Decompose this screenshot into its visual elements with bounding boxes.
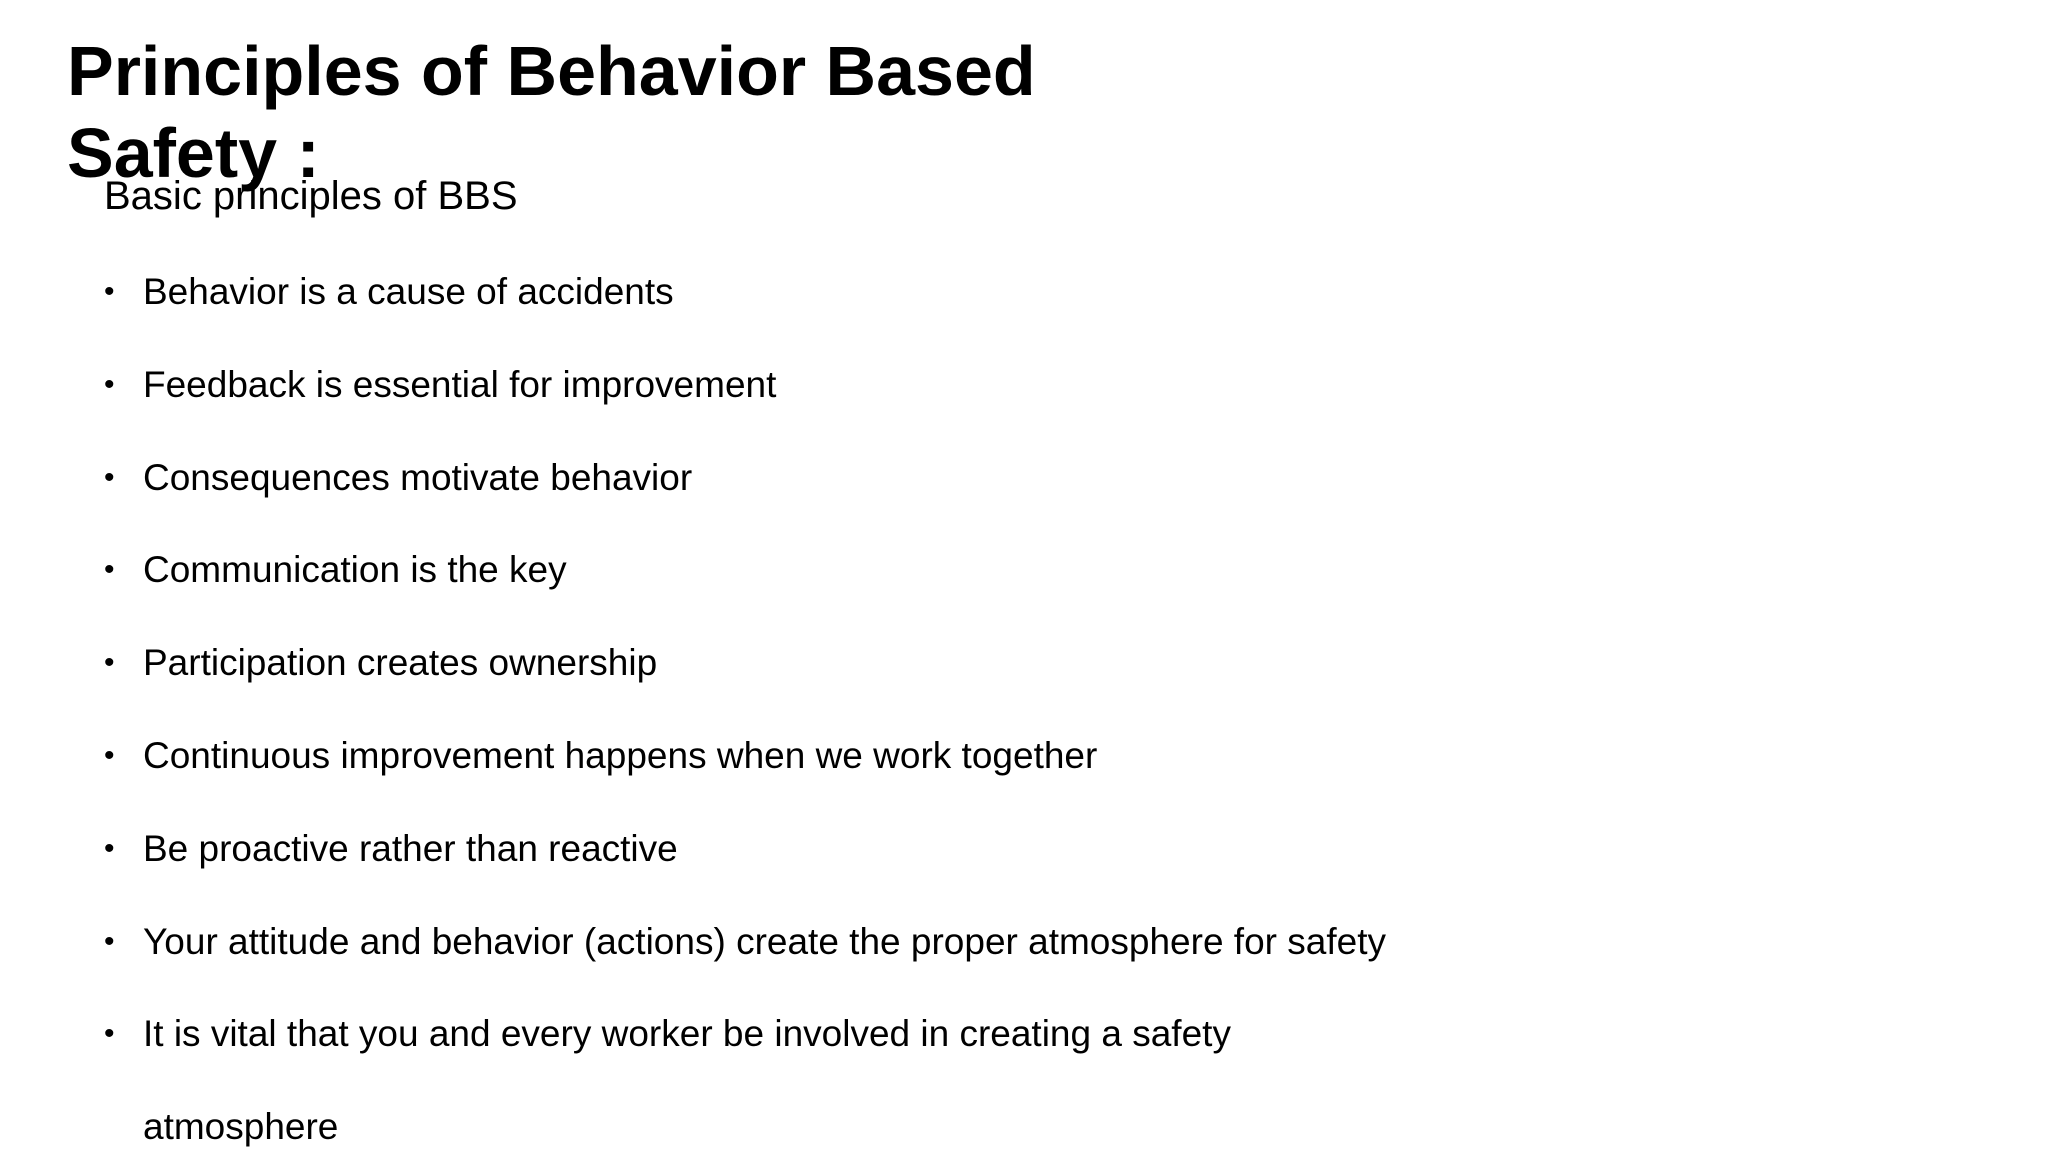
bullet-text: Communication is the key xyxy=(143,549,567,591)
bullet-item-6 xyxy=(104,710,1904,803)
bullet-dot-icon: • xyxy=(104,460,115,494)
bullet-dot-icon: • xyxy=(104,367,115,401)
bullet-dot-icon: • xyxy=(104,646,115,680)
bullet-text: Behavior is a cause of accidents xyxy=(143,271,674,312)
bullet-text: Participation creates ownership xyxy=(143,642,658,684)
slide-title-line-1: Principles of Behavior Based xyxy=(67,32,1036,110)
bullet-item-3 xyxy=(104,432,1904,525)
bullet-dot-icon: • xyxy=(104,924,115,958)
slide-subtitle: Basic principles of BBS xyxy=(104,174,518,218)
bullet-item-4 xyxy=(104,524,1904,617)
bullet-item-9 xyxy=(104,988,1904,1081)
bullet-text: Be proactive rather than reactive xyxy=(143,827,678,869)
bullet-item-1 xyxy=(104,246,1904,339)
bullet-text: Feedback is essential for improvement xyxy=(143,363,777,405)
bullet-item-8 xyxy=(104,896,1904,989)
bullet-text: Your attitude and behavior (actions) create the proper atmosphere for safety xyxy=(143,920,1386,962)
bullet-item-9-continuation xyxy=(104,1081,1904,1174)
bullet-text-continuation: atmosphere xyxy=(143,1106,339,1148)
slide-title-line-2: Safety : xyxy=(67,114,320,192)
bullet-dot-icon: • xyxy=(104,553,115,587)
bullet-item-5 xyxy=(104,617,1904,710)
bullet-dot-icon: • xyxy=(104,831,115,865)
bullet-list xyxy=(104,246,1904,1174)
bullet-dot-icon: • xyxy=(104,275,115,308)
bullet-dot-icon: • xyxy=(104,1017,115,1051)
bullet-text: Consequences motivate behavior xyxy=(143,456,693,498)
bullet-item-7 xyxy=(104,803,1904,896)
bullet-text: Continuous improvement happens when we work together xyxy=(143,734,1098,776)
slide-title xyxy=(67,30,1127,194)
bullet-item-2 xyxy=(104,339,1904,432)
bullet-dot-icon: • xyxy=(104,738,115,772)
bullet-text: It is vital that you and every worker be involved in creating a safety xyxy=(143,1013,1231,1055)
